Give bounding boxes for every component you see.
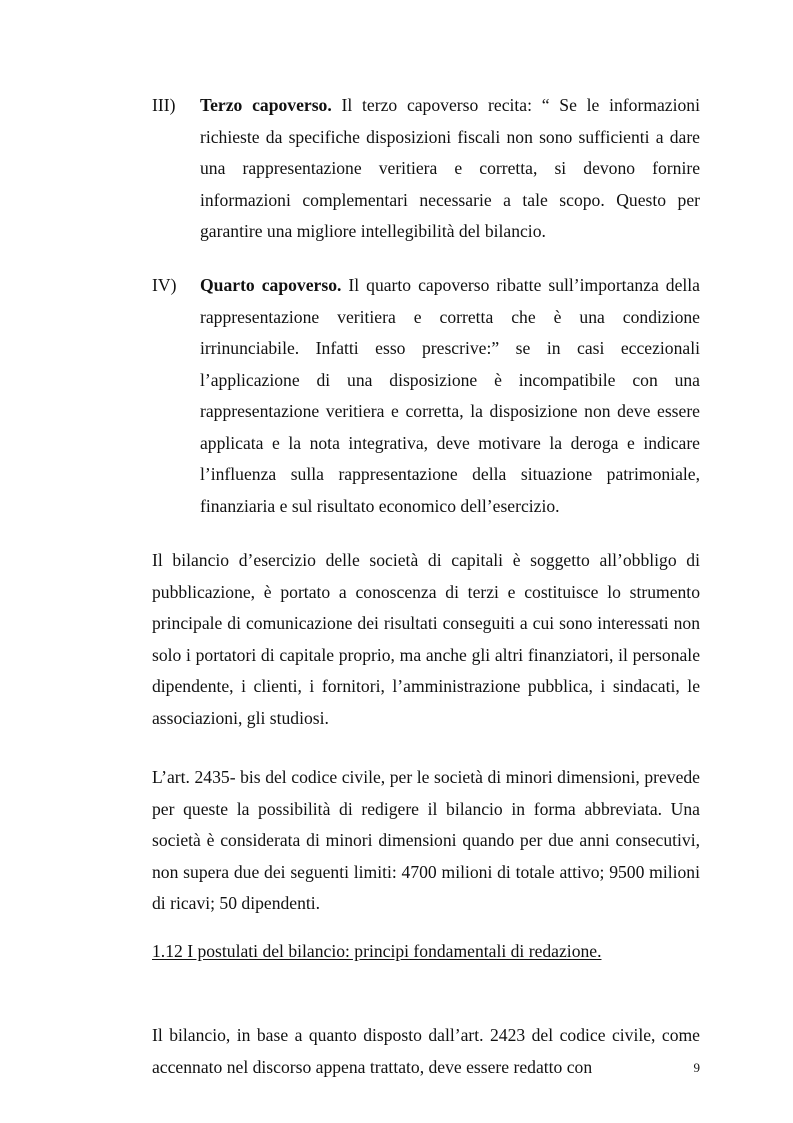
list-item-terzo-capoverso [152, 90, 700, 250]
list-item-lead: Quarto capoverso. [200, 275, 342, 295]
paragraph-pubblicazione: Il bilancio d’esercizio delle società di capitali è soggetto all’obbligo di pubblicazione, è portato a conoscenza di terzi e costituisce lo strumento principale di comunicazione dei risultati conseguiti a cui sono interessati non solo i portatori di capitale proprio, ma anche gli altri finanziatori, il personale dipendente, i clienti, i fornitori, l’amministrazione pubblica, i sindacati, le associazioni, gli studiosi. [152, 550, 700, 728]
section-heading: 1.12 I postulati del bilancio: principi fondamentali di redazione. [152, 941, 602, 961]
list-item-body: Il quarto capoverso ribatte sull’importanza della rappresentazione veritiera e corretta che è una condizione irrinunciabile. Infatti esso prescrive:” se in casi eccezionali l’applicazione di una disposizione è incompatibile con una rappresentazione veritiera e corretta, la disposizione non deve essere applicata e la nota integrativa, deve motivare la deroga e indicare l’influenza sulla rappresentazione della situazione patrimoniale, finanziaria e sul risultato economico dell’esercizio. [200, 275, 700, 516]
list-item-text [200, 90, 700, 248]
list-item-body: Il terzo capoverso recita: “ Se le informazioni richieste da specifiche disposizioni fiscali non sono sufficienti a dare una rappresentazione veritiera e corretta, si devono fornire informazioni complementari necessarie a tale scopo. Questo per garantire una migliore intellegibilità del bilancio. [200, 95, 700, 241]
paragraph-postulati: Il bilancio, in base a quanto disposto dall’art. 2423 del codice civile, come accennato nel discorso appena trattato, deve essere redatto con [152, 1025, 700, 1077]
list-marker: III) [152, 95, 176, 115]
paragraph-bilancio-abbreviato: L’art. 2435- bis del codice civile, per le società di minori dimensioni, prevede per queste la possibilità di redigere il bilancio in forma abbreviata. Una società è considerata di minori dimensioni quando per due anni consecutivi, non supera due dei seguenti limiti: 4700 milioni di totale attivo; 9500 milioni di ricavi; 50 dipendenti. [152, 767, 700, 913]
list-item-lead: Terzo capoverso. [200, 95, 332, 115]
list-item-quarto-capoverso [152, 270, 700, 530]
list-item-text [200, 270, 700, 522]
list-marker: IV) [152, 275, 177, 295]
page-number: 9 [693, 1060, 700, 1075]
